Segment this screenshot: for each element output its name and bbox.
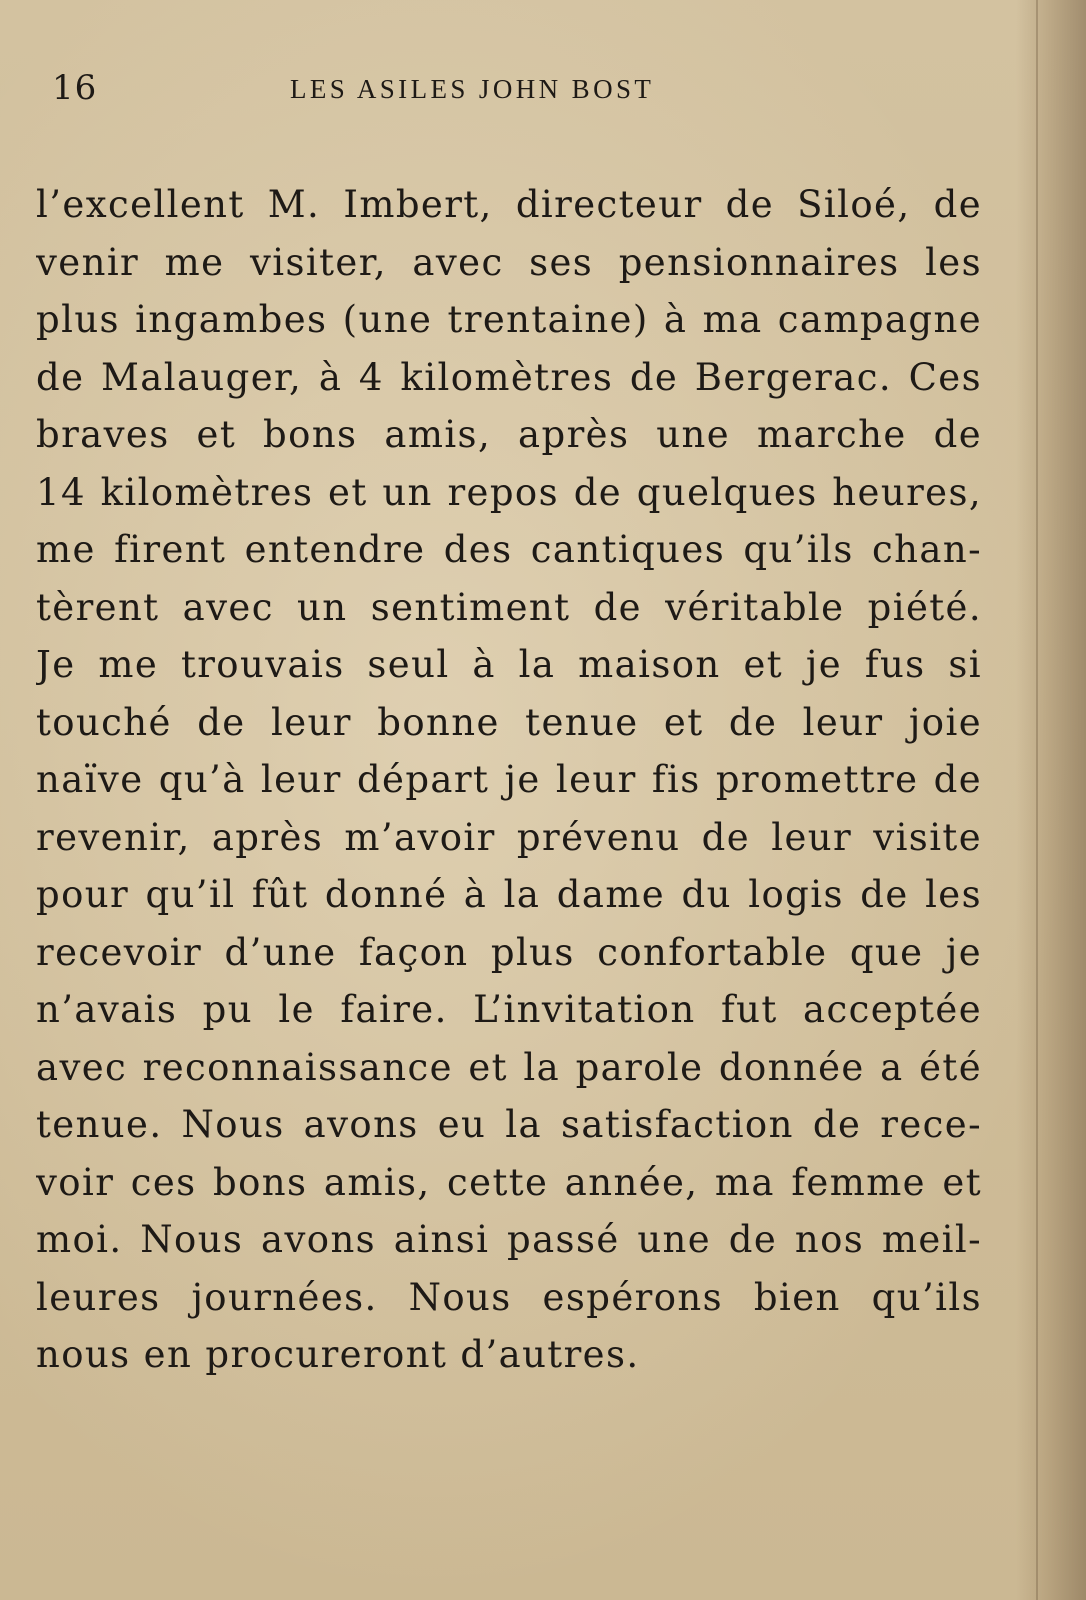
text-line: moi. Nous avons ainsi passé une de nos meil- xyxy=(36,1218,982,1261)
page-edge-shadow xyxy=(1016,0,1086,1600)
page-header xyxy=(0,68,1086,118)
body-text xyxy=(36,176,982,1384)
text-line: Je me trouvais seul à la maison et je fus si xyxy=(36,643,982,686)
text-line: naïve qu’à leur départ je leur fis promettre de xyxy=(36,758,982,801)
text-line: leures journées. Nous espérons bien qu’ils xyxy=(36,1275,982,1319)
text-line: recevoir d’une façon plus confortable que je xyxy=(36,930,982,974)
text-line: l’excellent M. Imbert, directeur de Siloé, de xyxy=(36,183,982,226)
text-line: braves et bons amis, après une marche de xyxy=(36,413,982,456)
text-line: me firent entendre des cantiques qu’ils chan- xyxy=(36,528,982,571)
text-line: nous en procureront d’autres. xyxy=(36,1333,640,1376)
page-edge-line xyxy=(1036,0,1038,1600)
text-line: voir ces bons amis, cette année, ma femme et xyxy=(36,1160,982,1204)
text-line: avec reconnaissance et la parole donnée a été xyxy=(36,1045,982,1089)
text-line: tenue. Nous avons eu la satisfaction de rece- xyxy=(36,1103,982,1146)
text-line: de Malauger, à 4 kilomètres de Bergerac. Ces xyxy=(36,355,982,399)
text-line: touché de leur bonne tenue et de leur joie xyxy=(36,700,982,744)
text-line: tèrent avec un sentiment de véritable piété. xyxy=(36,585,982,629)
text-line: revenir, après m’avoir prévenu de leur visite xyxy=(36,815,982,859)
page-number: 16 xyxy=(52,68,98,108)
text-line: n’avais pu le faire. L’invitation fut acceptée xyxy=(36,988,982,1031)
text-line: pour qu’il fût donné à la dame du logis de les xyxy=(36,873,982,916)
text-line: 14 kilomètres et un repos de quelques heures, xyxy=(36,470,982,514)
text-line: venir me visiter, avec ses pensionnaires les xyxy=(36,240,982,284)
running-head: LES ASILES JOHN BOST xyxy=(290,74,655,104)
text-line: plus ingambes (une trentaine) à ma campagne xyxy=(36,298,982,341)
